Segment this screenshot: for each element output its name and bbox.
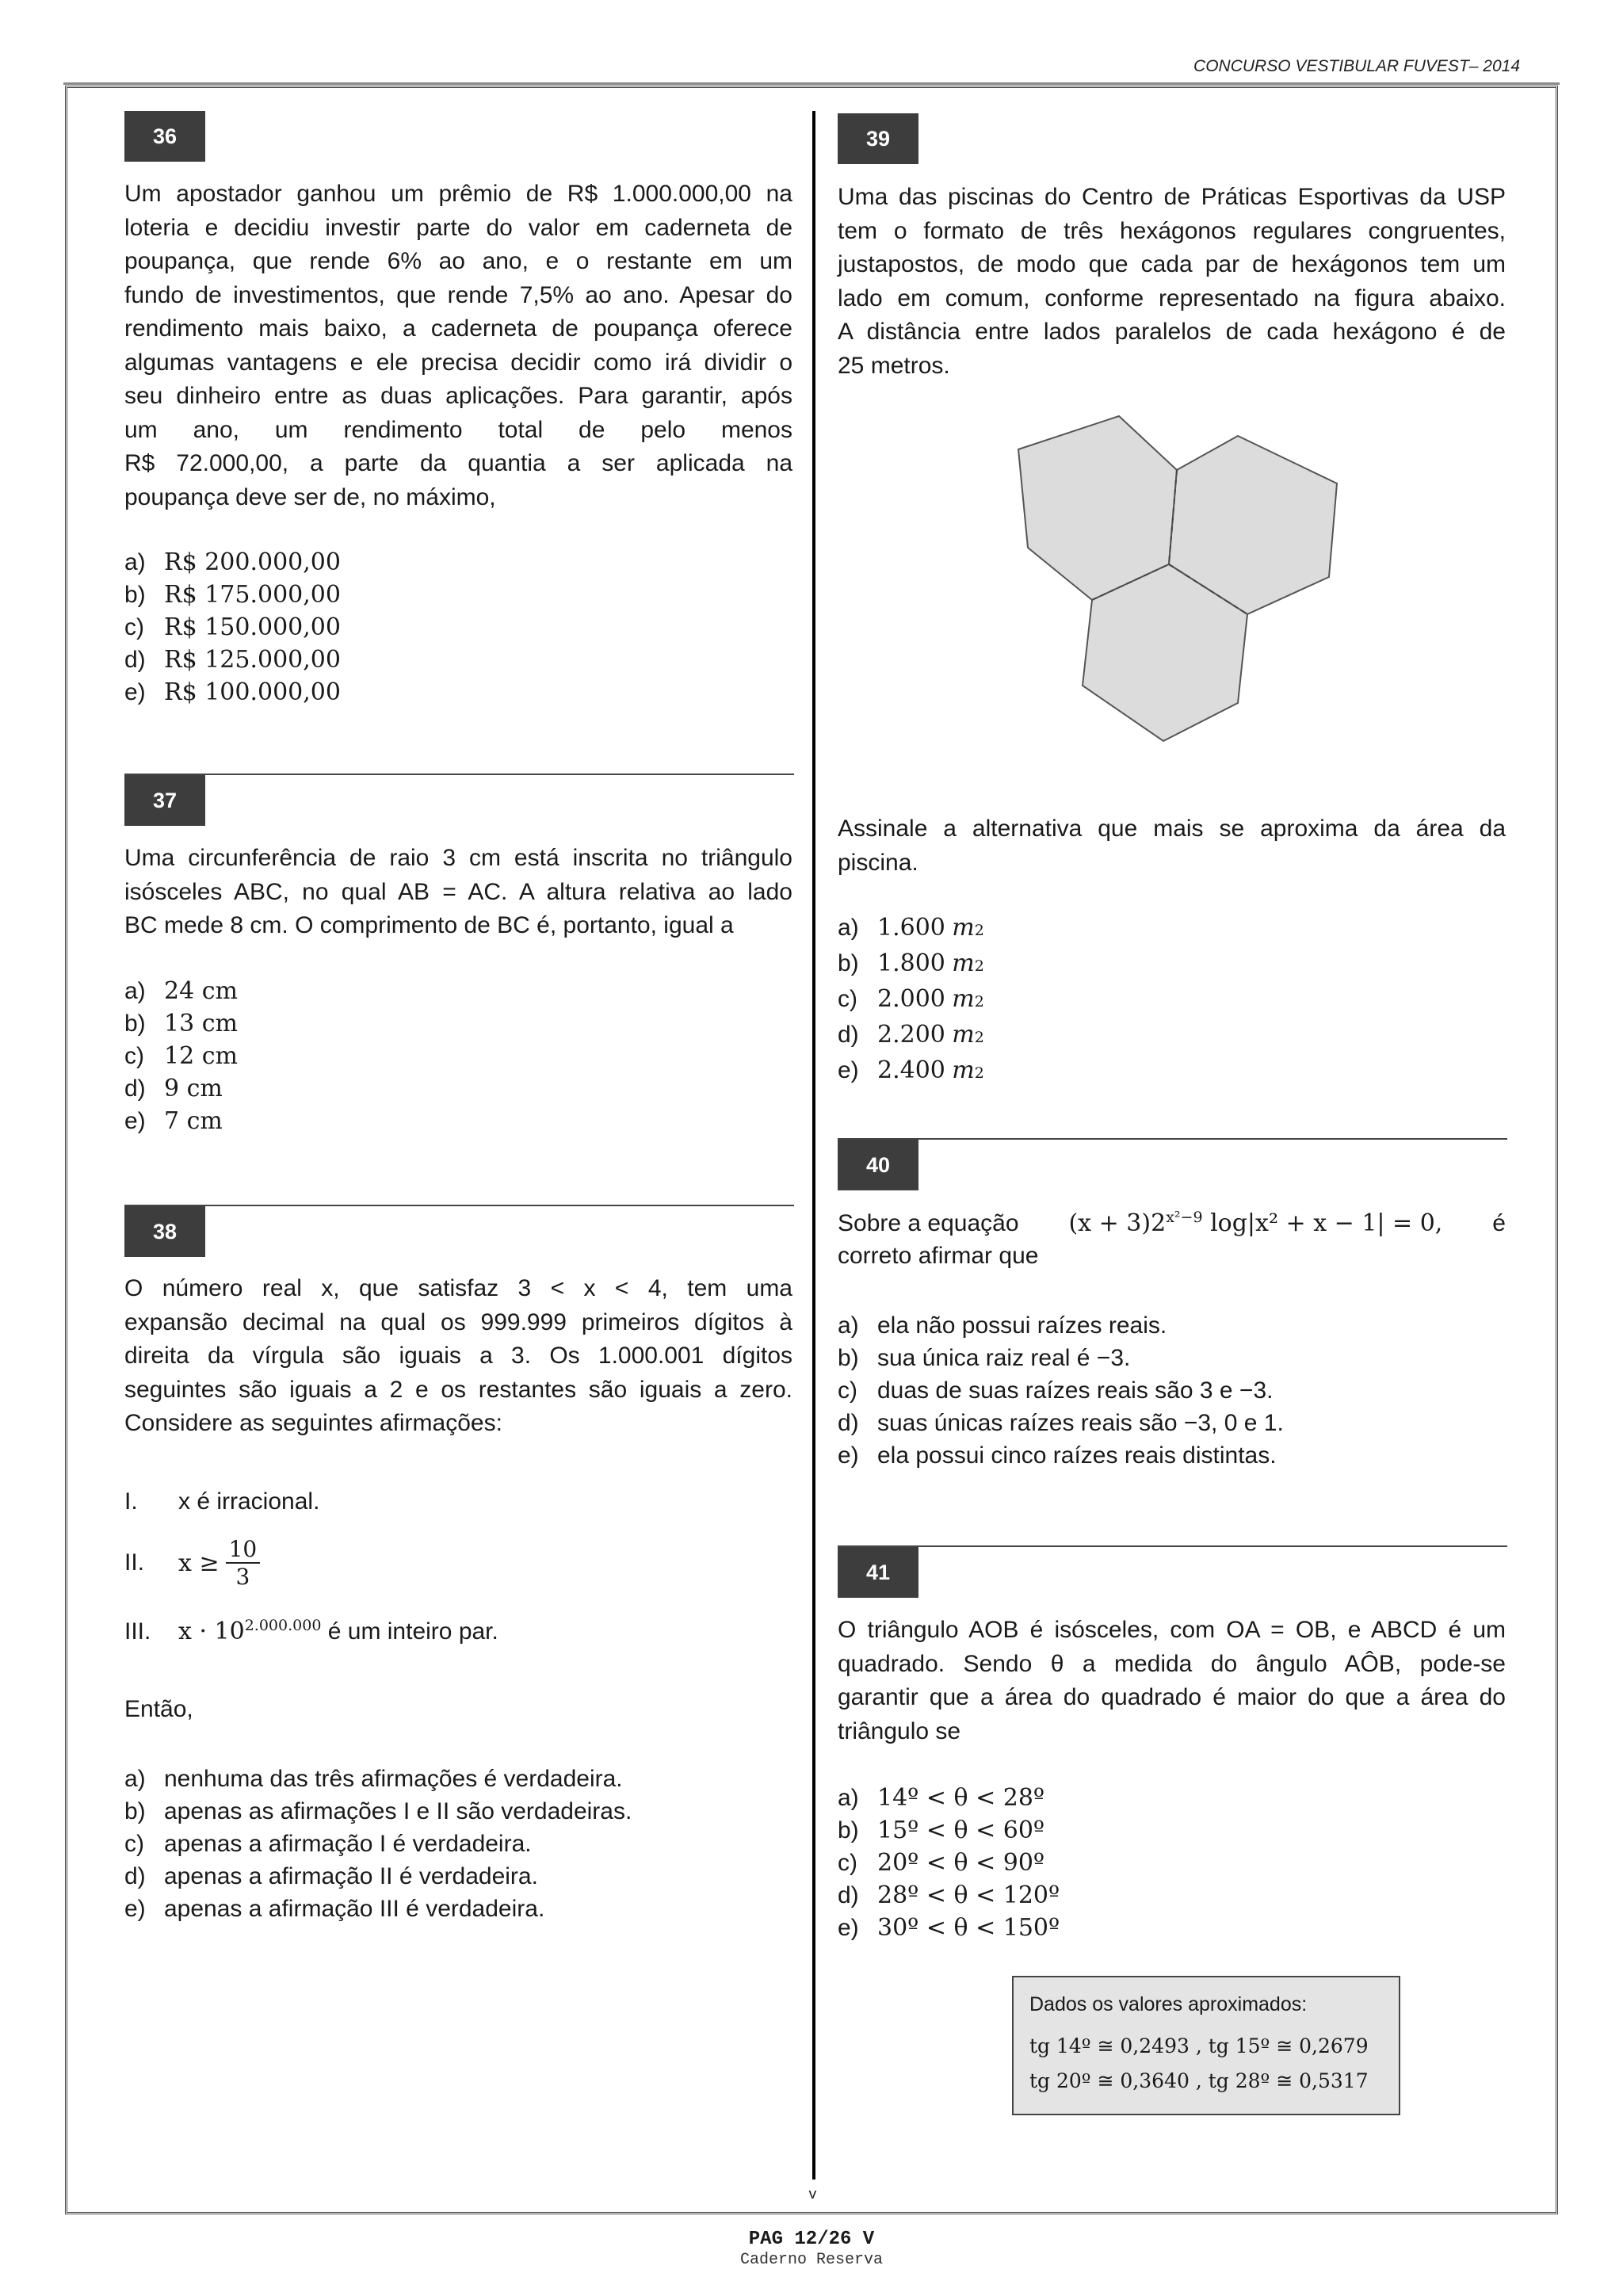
option-letter: a) — [838, 915, 859, 941]
note-row: tg 20º ≅ 0,3640 , tg 28º ≅ 0,5317 — [1029, 2069, 1369, 2092]
option-letter: d) — [838, 1882, 859, 1908]
option-e[interactable] — [838, 1912, 1060, 1944]
text-line: fundo de investimentos, que rende 7,5% ao ano. Apesar do — [124, 281, 792, 308]
question-38-rule — [124, 1205, 794, 1206]
option-c[interactable] — [838, 1847, 1060, 1879]
exponent: 2 — [974, 1064, 984, 1082]
option-letter: d) — [124, 1863, 146, 1889]
option-unit: m — [952, 1056, 975, 1084]
text-line: seguintes são iguais a 2 e os restantes são iguais a zero. — [124, 1376, 792, 1403]
question-37-options — [124, 975, 238, 1137]
option-letter: e) — [124, 679, 146, 705]
then-label: Então, — [124, 1696, 193, 1722]
question-number-38: 38 — [124, 1206, 205, 1257]
option-letter: c) — [124, 1831, 144, 1857]
text-line: R$ 72.000,00, a parte da quantia a ser aplicada na — [124, 450, 792, 476]
option-a[interactable] — [838, 911, 984, 947]
option-c[interactable] — [124, 1828, 632, 1860]
text-line: loteria e decidiu investir parte do valor em caderneta de — [124, 214, 792, 241]
option-text: 13 cm — [164, 1010, 238, 1037]
option-d[interactable] — [838, 1879, 1060, 1912]
statement-text: x é irracional. — [178, 1488, 320, 1515]
text-line: justapostos, de modo que cada par de hexágonos tem um — [838, 251, 1506, 277]
option-text: R$ 175.000,00 — [164, 581, 341, 609]
text-line: isósceles ABC, no qual AB = AC. A altura relativa ao lado — [124, 878, 792, 905]
text-line: algumas vantagens e ele precisa decidir como irá dividir o — [124, 349, 792, 376]
option-c[interactable] — [838, 1374, 1284, 1407]
option-text: 7 cm — [164, 1107, 223, 1135]
option-text: 30º < θ < 150º — [877, 1914, 1060, 1942]
option-e[interactable] — [838, 1439, 1284, 1472]
option-letter: a) — [124, 978, 146, 1004]
option-e[interactable] — [124, 1105, 238, 1137]
option-unit: m — [952, 949, 975, 977]
text-line: direita da vírgula são iguais a 3. Os 1.000.001 dígitos — [124, 1343, 792, 1369]
question-number-41: 41 — [838, 1547, 918, 1598]
option-b[interactable] — [838, 947, 984, 983]
text-line: rendimento mais baixo, a caderneta de poupança oferece — [124, 315, 792, 342]
option-letter: d) — [124, 1075, 146, 1102]
question-40-rule — [838, 1138, 1507, 1140]
text-lead: Sobre a equação — [838, 1210, 1019, 1236]
exponent: 2 — [974, 1029, 984, 1046]
option-text: nenhuma das três afirmações é verdadeira. — [164, 1766, 623, 1792]
option-letter: c) — [838, 1850, 857, 1876]
question-41-options — [838, 1782, 1060, 1944]
option-b[interactable] — [838, 1342, 1284, 1374]
question-40-line1 — [838, 1209, 1506, 1237]
text-line: quadrado. Sendo θ a medida do ângulo AÔB, pode-se — [838, 1650, 1506, 1677]
option-text: 12 cm — [164, 1042, 238, 1070]
text-line: O triângulo AOB é isósceles, com OA = OB, e ABCD é um — [838, 1617, 1506, 1643]
option-text: 24 cm — [164, 977, 238, 1005]
statement-numeral: I. — [124, 1488, 138, 1515]
statement-numeral: II. — [124, 1549, 145, 1576]
text-line: BC mede 8 cm. O comprimento de BC é, portanto, igual a — [124, 912, 734, 938]
option-text: suas únicas raízes reais são −3, 0 e 1. — [877, 1410, 1284, 1436]
option-text: 9 cm — [164, 1075, 223, 1102]
fraction — [226, 1536, 261, 1590]
option-letter: b) — [838, 1345, 859, 1371]
option-letter: e) — [838, 1057, 859, 1083]
option-a[interactable] — [838, 1309, 1284, 1342]
text-line: tem o formato de três hexágonos regulares congruentes, — [838, 217, 1506, 244]
question-41-rule — [838, 1545, 1507, 1547]
statement-text: x · 10 — [178, 1618, 245, 1645]
option-unit: m — [952, 914, 975, 942]
equation-part: log|x² + x − 1| = 0, — [1202, 1209, 1443, 1237]
option-letter: c) — [124, 1043, 144, 1069]
text-line: Considere as seguintes afirmações: — [124, 1410, 502, 1436]
option-d[interactable] — [124, 1072, 238, 1105]
text-line: triângulo se — [838, 1717, 961, 1744]
text-line: seu dinheiro entre as duas aplicações. Para garantir, após — [124, 383, 792, 409]
option-letter: b) — [124, 582, 146, 608]
question-36-options — [124, 546, 341, 709]
option-text: sua única raiz real é −3. — [877, 1345, 1131, 1371]
option-text: R$ 100.000,00 — [164, 678, 341, 706]
fraction-denominator: 3 — [235, 1564, 250, 1590]
exponent: 2 — [974, 993, 984, 1010]
option-d[interactable] — [124, 644, 341, 676]
option-text: 1.800 — [877, 949, 945, 977]
exam-header: CONCURSO VESTIBULAR FUVEST– 2014 — [1193, 57, 1520, 75]
option-b[interactable] — [124, 579, 341, 611]
text-line: poupança deve ser de, no máximo, — [124, 483, 496, 510]
option-text: apenas a afirmação II é verdadeira. — [164, 1863, 538, 1889]
question-38-text — [124, 1272, 792, 1441]
option-e[interactable] — [124, 1893, 632, 1925]
option-letter: b) — [124, 1010, 146, 1037]
option-e[interactable] — [124, 676, 341, 709]
exponent: 2 — [974, 922, 984, 939]
text-line: piscina. — [838, 849, 918, 876]
text-line: A distância entre lados paralelos de cada hexágono é de — [838, 319, 1506, 345]
note-row: tg 14º ≅ 0,2493 , tg 15º ≅ 0,2679 — [1029, 2034, 1369, 2057]
text-line: poupança, que rende 6% ao ano, e o restante em um — [124, 248, 792, 274]
option-text: 1.600 — [877, 914, 945, 942]
text-line: Assinale a alternativa que mais se aproxima da área da — [838, 816, 1506, 842]
question-37-text — [124, 842, 792, 943]
text-line: expansão decimal na qual os 999.999 primeiros dígitos à — [124, 1308, 792, 1335]
option-text: R$ 200.000,00 — [164, 548, 341, 576]
question-40-line2: correto afirmar que — [838, 1243, 1039, 1269]
note-title: Dados os valores aproximados: — [1029, 1993, 1308, 2015]
option-c[interactable] — [838, 983, 984, 1018]
option-text: R$ 125.000,00 — [164, 646, 341, 674]
text-line: garantir que a área do quadrado é maior do que a área do — [838, 1684, 1506, 1710]
option-a[interactable] — [838, 1782, 1060, 1814]
option-letter: e) — [124, 1108, 146, 1134]
option-b[interactable] — [124, 1795, 632, 1828]
text-line: lado em comum, conforme representado na figura abaixo. — [838, 285, 1506, 311]
option-letter: a) — [124, 1766, 146, 1792]
option-a[interactable] — [124, 975, 238, 1007]
version-mark: v — [808, 2187, 817, 2203]
question-number-40: 40 — [838, 1140, 918, 1190]
column-divider — [812, 111, 815, 2179]
option-letter: e) — [838, 1915, 859, 1941]
option-letter: e) — [838, 1442, 859, 1469]
question-number-36: 36 — [124, 111, 205, 162]
option-letter: c) — [838, 1377, 857, 1404]
option-b[interactable] — [124, 1007, 238, 1040]
option-letter: d) — [838, 1410, 859, 1436]
question-39-options — [838, 911, 984, 1090]
question-number-39: 39 — [838, 113, 918, 164]
equation — [1068, 1209, 1442, 1237]
option-text: ela possui cinco raízes reais distintas. — [877, 1442, 1277, 1469]
option-text: 14º < θ < 28º — [877, 1784, 1045, 1812]
option-c[interactable] — [124, 611, 341, 644]
option-b[interactable] — [838, 1814, 1060, 1847]
option-letter: c) — [838, 986, 857, 1012]
option-text: 2.200 — [877, 1021, 945, 1049]
option-letter: b) — [838, 950, 859, 976]
statement-III — [124, 1617, 498, 1645]
option-letter: d) — [124, 647, 146, 673]
option-text: apenas a afirmação I é verdadeira. — [164, 1831, 532, 1857]
option-letter: d) — [838, 1022, 859, 1048]
statement-numeral: III. — [124, 1618, 151, 1645]
fraction-numerator: 10 — [226, 1536, 261, 1564]
option-text: ela não possui raízes reais. — [877, 1312, 1167, 1339]
text-line: Uma das piscinas do Centro de Práticas Esportivas da USP — [838, 184, 1506, 210]
text-line: 25 metros. — [838, 352, 950, 379]
exponent: 2.000.000 — [244, 1617, 322, 1634]
header-rule — [63, 82, 1560, 85]
question-37-rule — [124, 774, 794, 775]
option-d[interactable] — [838, 1018, 984, 1054]
page-number: PAG 12/26 V — [748, 2229, 875, 2250]
option-text: 2.400 — [877, 1056, 945, 1084]
question-number-37: 37 — [124, 775, 205, 826]
statement-text: x ≥ — [178, 1549, 220, 1577]
text-line: O número real x, que satisfaz 3 < x < 4, tem uma — [124, 1275, 792, 1301]
statement-rest: é um inteiro par. — [321, 1618, 498, 1645]
option-text: 15º < θ < 60º — [877, 1817, 1045, 1844]
booklet-label: Caderno Reserva — [739, 2251, 884, 2269]
option-a[interactable] — [124, 1763, 632, 1795]
option-a[interactable] — [124, 546, 341, 579]
exponent: x²−9 — [1166, 1209, 1203, 1226]
approximate-values-box — [1012, 1976, 1400, 2115]
option-letter: b) — [124, 1798, 146, 1824]
option-letter: a) — [838, 1312, 859, 1339]
option-text: apenas a afirmação III é verdadeira. — [164, 1896, 545, 1922]
option-text: R$ 150.000,00 — [164, 613, 341, 641]
question-39-prompt — [838, 812, 1506, 880]
option-letter: a) — [124, 549, 146, 575]
question-36-text — [124, 178, 792, 514]
text-trail: é — [1492, 1210, 1506, 1236]
option-text: 28º < θ < 120º — [877, 1881, 1060, 1909]
option-unit: m — [952, 1021, 975, 1049]
option-letter: e) — [124, 1896, 146, 1922]
option-e[interactable] — [838, 1054, 984, 1090]
question-38-options — [124, 1763, 632, 1925]
option-text: 2.000 — [877, 985, 945, 1013]
option-text: 20º < θ < 90º — [877, 1849, 1045, 1877]
hexagon-pool-figure — [999, 408, 1347, 757]
option-d[interactable] — [838, 1407, 1284, 1439]
option-letter: c) — [124, 614, 144, 640]
statement-I — [124, 1488, 319, 1515]
option-unit: m — [952, 985, 975, 1013]
equation-part: (x + 3)2 — [1068, 1209, 1167, 1237]
exponent: 2 — [974, 957, 984, 975]
text-line: um ano, um rendimento total de pelo menos — [124, 416, 792, 443]
question-41-text — [838, 1614, 1506, 1748]
option-letter: b) — [838, 1817, 859, 1843]
option-d[interactable] — [124, 1860, 632, 1893]
question-39-text — [838, 181, 1506, 383]
statement-II — [124, 1536, 260, 1590]
option-letter: a) — [838, 1785, 859, 1811]
text-line: Uma circunferência de raio 3 cm está inscrita no triângulo — [124, 845, 792, 871]
question-40-options — [838, 1309, 1284, 1472]
option-text: duas de suas raízes reais são 3 e −3. — [877, 1377, 1274, 1404]
option-c[interactable] — [124, 1040, 238, 1072]
text-line: Um apostador ganhou um prêmio de R$ 1.000.000,00 na — [124, 181, 792, 207]
option-text: apenas as afirmações I e II são verdadeiras. — [164, 1798, 632, 1824]
